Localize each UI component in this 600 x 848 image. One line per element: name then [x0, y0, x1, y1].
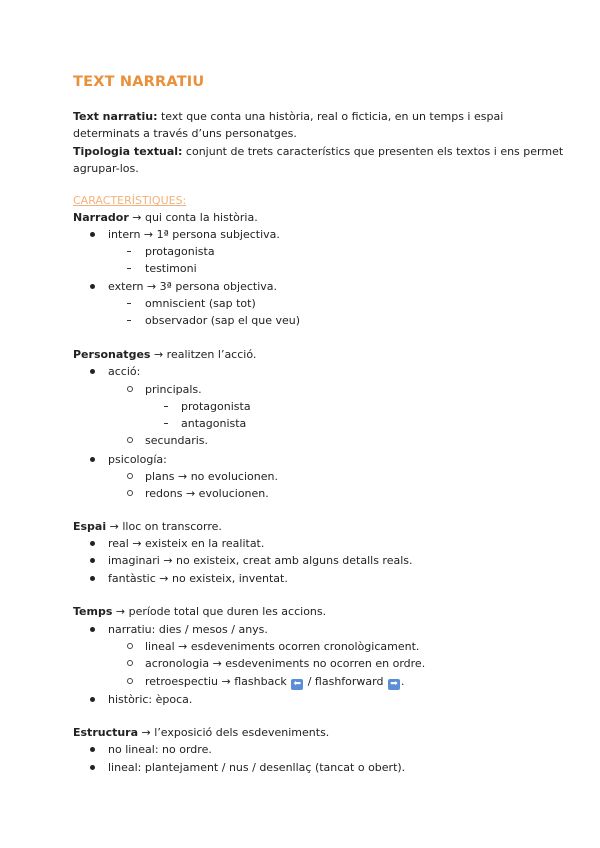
bullet-disc	[90, 284, 95, 289]
list-item: redons → evolucionen.	[145, 487, 269, 500]
list-item: protagonista	[181, 400, 251, 413]
bullet-disc	[90, 541, 95, 546]
list-item: acció:	[108, 365, 141, 378]
list-item: extern → 3ª persona objectiva.	[108, 280, 277, 293]
page-title: TEXT NARRATIU	[73, 74, 205, 90]
definition-text-narratiu	[73, 110, 503, 123]
definition-continuation: agrupar-los.	[73, 162, 139, 175]
personatges-heading	[73, 348, 256, 361]
list-item: imaginari → no existeix, creat amb alguns detalls reals.	[108, 554, 413, 567]
bullet-dash	[127, 268, 131, 269]
estructura-term: Estructura	[73, 726, 139, 739]
definition-continuation: determinats a través d’uns personatges.	[73, 127, 297, 140]
bullet-disc	[90, 627, 95, 632]
temps-desc: → període total que duren les accions.	[112, 605, 327, 618]
definition-term: Text narratiu:	[73, 110, 158, 123]
bullet-circle	[127, 678, 133, 684]
definition-body: text que conta una història, real o ficticia, en un temps i espai	[157, 110, 504, 123]
definition-term: Tipologia textual:	[73, 145, 183, 158]
list-item: històric: època.	[108, 693, 193, 706]
personatges-desc: → realitzen l’acció.	[150, 348, 257, 361]
back-arrow-icon: ⬅	[291, 679, 303, 690]
list-item: testimoni	[145, 262, 197, 275]
list-item: fantàstic → no existeix, inventat.	[108, 572, 288, 585]
list-item: acronologia → esdeveniments no ocorren en ordre.	[145, 657, 426, 670]
definition-tipologia	[73, 145, 563, 158]
list-item: narratiu: dies / mesos / anys.	[108, 623, 268, 636]
bullet-dash	[164, 406, 168, 407]
bullet-dash	[127, 251, 131, 252]
temps-heading	[73, 605, 326, 618]
list-item: principals.	[145, 383, 202, 396]
bullet-dash	[127, 303, 131, 304]
bullet-disc	[90, 558, 95, 563]
section-heading: CARACTERÍSTIQUES:	[73, 194, 187, 207]
bullet-disc	[90, 747, 95, 752]
bullet-disc	[90, 232, 95, 237]
list-item: intern → 1ª persona subjectiva.	[108, 228, 280, 241]
definition-body: conjunt de trets característics que presenten els textos i ens permet	[182, 145, 564, 158]
retro-text: retroespectiu → flashback	[145, 675, 291, 688]
bullet-circle	[127, 490, 133, 496]
list-item: real → existeix en la realitat.	[108, 537, 265, 550]
list-item	[145, 675, 404, 690]
forward-arrow-icon: ➡	[388, 679, 400, 690]
personatges-term: Personatges	[73, 348, 151, 361]
espai-desc: → lloc on transcorre.	[106, 520, 222, 533]
espai-heading	[73, 520, 222, 533]
estructura-heading	[73, 726, 329, 739]
bullet-circle	[127, 643, 133, 649]
estructura-desc: → l’exposició dels esdeveniments.	[138, 726, 330, 739]
bullet-circle	[127, 660, 133, 666]
espai-term: Espai	[73, 520, 107, 533]
bullet-disc	[90, 576, 95, 581]
bullet-disc	[90, 369, 95, 374]
bullet-circle	[127, 473, 133, 479]
bullet-dash	[164, 423, 168, 424]
list-item: observador (sap el que veu)	[145, 314, 301, 327]
list-item: lineal → esdeveniments ocorren cronològicament.	[145, 640, 420, 653]
narrador-term: Narrador	[73, 211, 129, 224]
list-item: omniscient (sap tot)	[145, 297, 256, 310]
narrador-heading	[73, 211, 258, 224]
list-item: antagonista	[181, 417, 247, 430]
bullet-disc	[90, 765, 95, 770]
list-item: protagonista	[145, 245, 215, 258]
bullet-dash	[127, 320, 131, 321]
bullet-disc	[90, 697, 95, 702]
bullet-disc	[90, 457, 95, 462]
bullet-circle	[127, 437, 133, 443]
retro-text: .	[400, 675, 405, 688]
list-item: secundaris.	[145, 434, 209, 447]
temps-term: Temps	[73, 605, 113, 618]
bullet-circle	[127, 386, 133, 392]
list-item: psicología:	[108, 453, 167, 466]
narrador-desc: → qui conta la història.	[128, 211, 258, 224]
list-item: lineal: plantejament / nus / desenllaç (tancat o obert).	[108, 761, 406, 774]
retro-text: / flashforward	[304, 675, 387, 688]
list-item: no lineal: no ordre.	[108, 743, 212, 756]
list-item: plans → no evolucionen.	[145, 470, 278, 483]
